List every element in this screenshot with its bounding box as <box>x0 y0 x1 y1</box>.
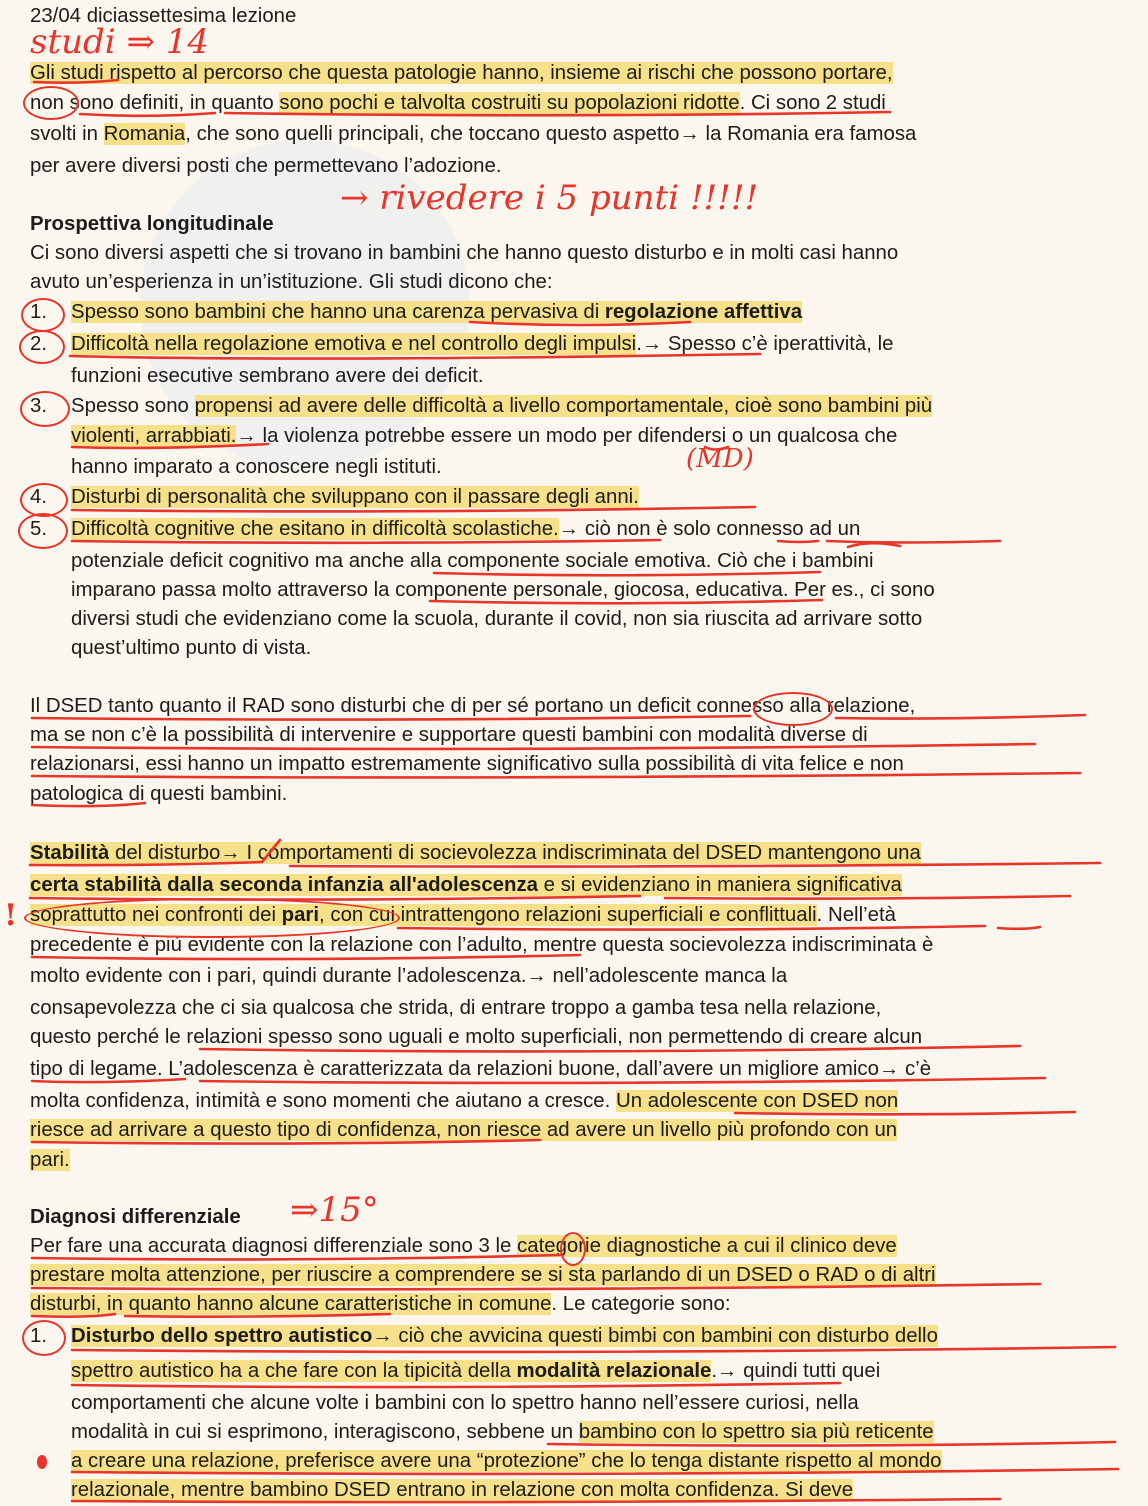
list-number: 5. <box>30 518 48 540</box>
text-line: disturbi, in quanto hanno alcune caratteristiche in comune. Le categorie sono: <box>30 1293 731 1315</box>
list-item: Disturbo dello spettro autistico→ ciò che avvicina questi bimbi con bambini con disturbo dello <box>71 1325 938 1347</box>
handwritten-note-ref: ⇒15° <box>290 1190 379 1230</box>
text-line: consapevolezza che ci sia qualcosa che strida, di entrare troppo a gamba tesa nella relazione, <box>30 997 882 1019</box>
text-line: Per fare una accurata diagnosi differenziale sono 3 le categorie diagnostiche a cui il clinico deve <box>30 1235 897 1257</box>
list-item: Difficoltà nella regolazione emotiva e nel controllo degli impulsi.→ Spesso c’è iperattività, le <box>71 333 894 355</box>
text-line: pari. <box>30 1149 70 1171</box>
text-line: tipo di legame. L’adolescenza è caratterizzata da relazioni buone, dall’avere un migliore amico→ c’è <box>30 1058 932 1080</box>
text-line: soprattutto nei confronti dei pari, con cui intrattengono relazioni superficiali e conflittuali. Nell’età <box>30 904 896 926</box>
text-line: non sono definiti, in quanto sono pochi e talvolta costruiti su popolazioni ridotte. Ci sono 2 studi <box>30 92 886 114</box>
lecture-date-title: 23/04 diciassettesima lezione <box>30 5 297 27</box>
list-number: 3. <box>30 395 48 417</box>
text-line: per avere diversi posti che permettevano l’adozione. <box>30 155 502 177</box>
list-number: 1. <box>30 301 48 323</box>
list-item-cont: modalità in cui si esprimono, interagiscono, sebbene un bambino con lo spettro sia più reticente <box>71 1421 934 1443</box>
text-line: avuto un’esperienza in un’istituzione. Gli studi dicono che: <box>30 271 553 293</box>
handwritten-note-punti: → rivedere i 5 punti !!!!! <box>340 178 759 218</box>
list-item-cont: diversi studi che evidenziano come la scuola, durante il covid, non sia riuscita ad arrivare sotto <box>71 608 923 630</box>
list-item: Spesso sono propensi ad avere delle difficoltà a livello comportamentale, cioè sono bambini più <box>71 395 933 417</box>
list-item-cont: potenziale deficit cognitivo ma anche alla componente sociale emotiva. Ciò che i bambini <box>71 550 874 572</box>
list-item-cont: quest’ultimo punto di vista. <box>71 637 312 659</box>
list-item: Disturbi di personalità che sviluppano con il passare degli anni. <box>71 486 639 508</box>
text-line: precedente è più evidente con la relazione con l’adulto, mentre questa socievolezza indiscriminata è <box>30 934 934 956</box>
list-item: Difficoltà cognitive che esitano in difficoltà scolastiche.→ ciò non è solo connesso ad un <box>71 518 861 540</box>
list-item-cont: funzioni esecutive sembrano avere dei deficit. <box>71 365 484 387</box>
text-line: questo perché le relazioni spesso sono uguali e molto superficiali, non permettendo di creare alcun <box>30 1026 923 1048</box>
list-item-cont: violenti, arrabbiati.→ la violenza potrebbe essere un modo per difendersi o un qualcosa che <box>71 425 898 447</box>
text-line: certa stabilità dalla seconda infanzia all'adolescenza e si evidenziano in maniera significativa <box>30 874 902 896</box>
list-item-cont: relazionale, mentre bambino DSED entrano in relazione con molta confidenza. Si deve <box>71 1479 854 1501</box>
list-number: 2. <box>30 333 48 355</box>
text-line: riesce ad arrivare a questo tipo di confidenza, non riesce ad avere un livello più profondo con un <box>30 1119 898 1141</box>
section-heading: Prospettiva longitudinale <box>30 213 274 235</box>
list-item-cont: comportamenti che alcune volte i bambini con lo spettro hanno nell’essere curiosi, nella <box>71 1392 859 1414</box>
list-number: 1. <box>30 1325 48 1347</box>
handwritten-note-md: (MD) <box>686 444 754 474</box>
text-line: Gli studi rispetto al percorso che questa patologie hanno, insieme ai rischi che possono portare, <box>30 62 893 84</box>
text-line: prestare molta attenzione, per riuscire a comprendere se si sta parlando di un DSED o RAD o di altri <box>30 1264 936 1286</box>
section-heading: Diagnosi differenziale <box>30 1206 241 1228</box>
text-line: ma se non c’è la possibilità di intervenire e supportare questi bambini con modalità diverse di <box>30 724 868 746</box>
list-item-cont: hanno imparato a conoscere negli istituti. <box>71 456 442 478</box>
text-line: Il DSED tanto quanto il RAD sono disturbi che di per sé portano un deficit connesso alla relazione, <box>30 695 916 717</box>
text-line: molto evidente con i pari, quindi durante l’adolescenza.→ nell’adolescente manca la <box>30 965 788 987</box>
text-line: Stabilità del disturbo→ I comportamenti di socievolezza indiscriminata del DSED mantengono una <box>30 842 921 864</box>
text-line: Ci sono diversi aspetti che si trovano in bambini che hanno questo disturbo e in molti casi hanno <box>30 242 899 264</box>
list-number: 4. <box>30 486 48 508</box>
text-line: patologica di questi bambini. <box>30 783 288 805</box>
text-line: molta confidenza, intimità e sono momenti che aiutano a cresce. Un adolescente con DSED non <box>30 1090 899 1112</box>
handwritten-exclamation: ! <box>4 898 18 933</box>
list-item: Spesso sono bambini che hanno una carenza pervasiva di regolazione affettiva <box>71 301 803 323</box>
list-item-cont: spettro autistico ha a che fare con la tipicità della modalità relazionale.→ quindi tutti quei <box>71 1360 881 1382</box>
list-item-cont: a creare una relazione, preferisce avere una “protezione” che lo tenga distante rispetto al mondo <box>71 1450 942 1472</box>
text-line: relazionarsi, essi hanno un impatto estremamente significativo sulla possibilità di vita felice e non <box>30 753 904 775</box>
list-item-cont: imparano passa molto attraverso la componente personale, giocosa, educativa. Per es., ci sono <box>71 579 935 601</box>
text-line: svolti in Romania, che sono quelli principali, che toccano questo aspetto→ la Romania era famosa <box>30 123 917 145</box>
handwritten-note-studi: studi ⇒ 14 <box>30 22 210 62</box>
